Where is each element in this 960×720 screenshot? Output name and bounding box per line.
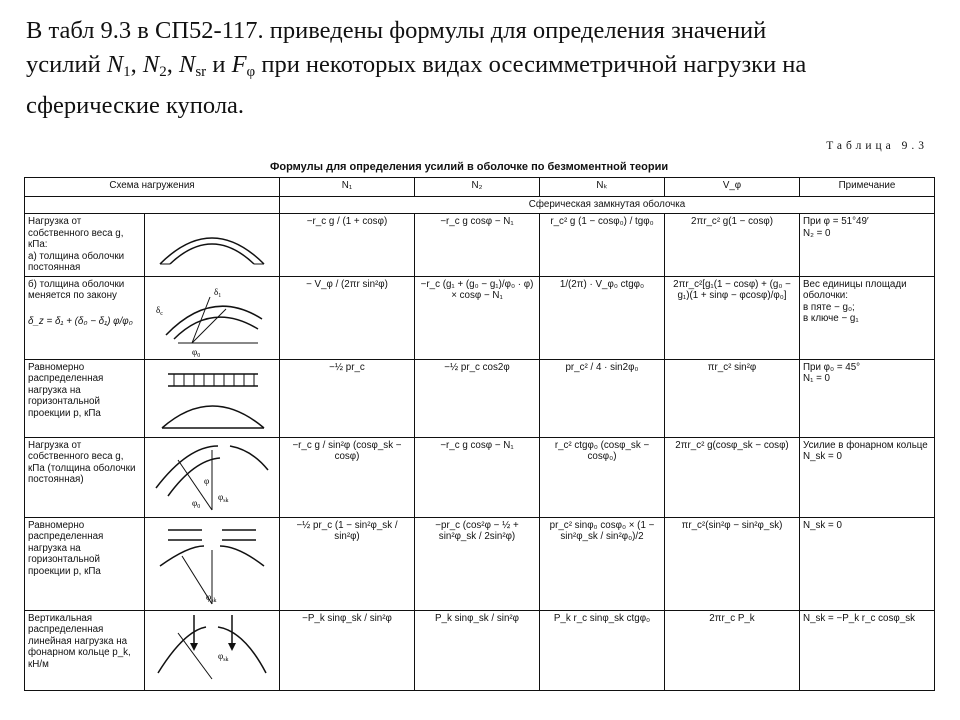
cell-note: N_sk = 0	[800, 517, 935, 610]
row-description: Равномерно распределенная нагрузка на горизонтальной проекции p, кПа	[25, 517, 145, 610]
cell-v: πr_c² sin²φ	[665, 359, 800, 437]
cell-n2: −r_c (g₁ + (g₀ − g₁)/φ₀ · φ) × cosφ − N₁	[415, 276, 540, 359]
distributed-load-diagram	[145, 359, 280, 437]
cell-nk: pr_c² / 4 · sin2φ₀	[540, 359, 665, 437]
cell-n1: −½ pr_c	[280, 359, 415, 437]
table-row	[25, 359, 935, 437]
cell-note: N_sk = −P_k r_c cosφ_sk	[800, 610, 935, 690]
col-header-v: V_φ	[665, 178, 800, 197]
cell-nk: r_c² g (1 − cosφ₀) / tgφ₀	[540, 214, 665, 277]
cell-n2: −½ pr_c cos2φ	[415, 359, 540, 437]
svg-text:φ0: $\varphi_0$	[192, 346, 201, 357]
col-header-scheme: Схема нагружения	[25, 178, 280, 197]
col-header-n2: N₂	[415, 178, 540, 197]
cell-n2: −pr_c (cos²φ − ½ + sin²φ_sk / 2sin²φ)	[415, 517, 540, 610]
svg-text:φ0: $\varphi_0$	[192, 497, 201, 510]
open-dome-load-diagram	[145, 517, 280, 610]
cell-note: Усилие в фонарном кольце N_sk = 0	[800, 437, 935, 517]
cell-note: При φ₀ = 45° N₁ = 0	[800, 359, 935, 437]
cell-v: 2πr_c² g(cosφ_sk − cosφ)	[665, 437, 800, 517]
cell-n2: P_k sinφ_sk / sin²φ	[415, 610, 540, 690]
intro-line-3: сферические купола.	[26, 92, 245, 119]
cell-note: Вес единицы площади оболочки: в пяте − g₀; в ключе − g₁	[800, 276, 935, 359]
table-row	[25, 214, 935, 277]
cell-n1: −½ pr_c (1 − sin²φ_sk / sin²φ)	[280, 517, 415, 610]
row-description: Равномерно распределенная нагрузка на горизонтальной проекции p, кПа	[25, 359, 145, 437]
table-number: Таблица 9.3	[826, 140, 928, 152]
thickness-formula: δ_z = δ₁ + (δ₀ − δ₁) φ/φ₀	[28, 315, 133, 327]
cell-n2: −r_c g cosφ − N₁	[415, 214, 540, 277]
cell-v: 2πr_c P_k	[665, 610, 800, 690]
col-header-nk: Nₖ	[540, 178, 665, 197]
ring-load-diagram	[145, 610, 280, 690]
svg-text:φsk: $\varphi_{sk}$	[218, 491, 229, 504]
row-description: Вертикальная распределенная линейная нагрузка на фонарном кольце p_k, кН/м	[25, 610, 145, 690]
row-description: б) толщина оболочки меняется по закону δ_z = δ₁ + (δ₀ − δ₁) φ/φ₀	[25, 276, 145, 359]
table-header-row	[25, 178, 935, 197]
cell-n1: − V_φ / (2πr sin²φ)	[280, 276, 415, 359]
section-row	[25, 197, 935, 214]
cell-nk: pr_c² sinφ₀ cosφ₀ × (1 − sin²φ_sk / sin²φ₀)/2	[540, 517, 665, 610]
table-title: Формулы для определения усилий в оболочке по безмоментной теории	[270, 161, 669, 173]
intro-line-1: В табл 9.3 в СП52-117. приведены формулы для определения значений	[26, 17, 767, 44]
table-row	[25, 517, 935, 610]
cell-n1: −P_k sinφ_sk / sin²φ	[280, 610, 415, 690]
svg-text:φ: φ	[204, 475, 210, 486]
cell-note: При φ = 51°49′ N₂ = 0	[800, 214, 935, 277]
svg-text:φsk: $\varphi_{sk}$	[218, 650, 229, 663]
row-description: Нагрузка от собственного веса g, кПа: а) толщина оболочки постоянная	[25, 214, 145, 277]
open-dome-diagram	[145, 437, 280, 517]
cell-v: πr_c²(sin²φ − sin²φ_sk)	[665, 517, 800, 610]
cell-v: 2πr_c²[g₁(1 − cosφ) + (g₀ − g₁)(1 + sinφ − φcosφ)/φ₀]	[665, 276, 800, 359]
cell-nk: P_k r_c sinφ_sk ctgφ₀	[540, 610, 665, 690]
table-row	[25, 276, 935, 359]
row-description: Нагрузка от собственного веса g, кПа (толщина оболочки постоянная)	[25, 437, 145, 517]
table-row	[25, 437, 935, 517]
svg-text:δc: $\delta_c$	[156, 304, 163, 317]
cell-nk: 1/(2π) · V_φ₀ ctgφ₀	[540, 276, 665, 359]
col-header-n1: N₁	[280, 178, 415, 197]
cell-n2: −r_c g cosφ − N₁	[415, 437, 540, 517]
table-row	[25, 610, 935, 690]
dome-section-diagram	[145, 276, 280, 359]
dome-diagram	[145, 214, 280, 277]
svg-text:δ1: $\delta_1$	[214, 286, 222, 299]
cell-n1: −r_c g / (1 + cosφ)	[280, 214, 415, 277]
intro-line-2: усилий $N_1$, $N_2$, $N_{sr}$ и $F_\varphi$ при некоторых видах осесимметричной нагрузки на	[26, 51, 807, 80]
formula-table	[24, 177, 935, 691]
cell-n1: −r_c g / sin²φ (cosφ_sk − cosφ)	[280, 437, 415, 517]
col-header-note: Примечание	[800, 178, 935, 197]
section-title: Сферическая замкнутая оболочка	[280, 197, 935, 214]
cell-v: 2πr_c² g(1 − cosφ)	[665, 214, 800, 277]
svg-text:φsk: $\varphi_{sk}$	[206, 591, 217, 604]
intro-text	[26, 14, 926, 123]
cell-nk: r_c² ctgφ₀ (cosφ_sk − cosφ₀)	[540, 437, 665, 517]
